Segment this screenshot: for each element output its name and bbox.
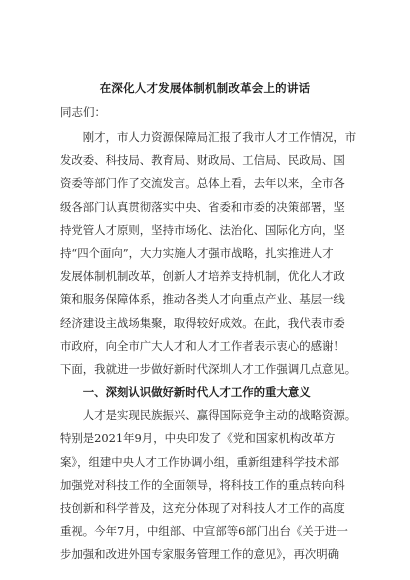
document-title: 在深化人才发展体制机制改革会上的讲话 xyxy=(99,81,311,95)
body-line: 案》，组建中央人才工作协调小组，重新组建科学技术部 xyxy=(60,454,340,469)
body-line: 策和服务保障体系，推动各类人才向重点产业、基层一线 xyxy=(60,292,345,307)
body-line: 市政府，向全市广大人才和人才工作者表示衷心的感谢！ xyxy=(60,338,345,353)
body-line: 资委等部门作了交流发言。总体上看，去年以来，全市各 xyxy=(60,176,345,191)
salutation: 同志们： xyxy=(60,105,106,119)
body-line: 重视。今年7月，中组部、中宣部等6部门出台《关于进一 xyxy=(60,524,348,539)
speech-body xyxy=(60,126,360,567)
body-line: 经济建设主战场集聚，取得较好成效。在此，我代表市委 xyxy=(60,315,345,330)
body-line: 级各部门认真贯彻落实中央、省委和市委的决策部署，坚 xyxy=(60,199,345,214)
body-line: 步加强和改进外国专家服务管理工作的意见》，再次明确 xyxy=(60,547,340,562)
body-line: 技创新和科学普及，这充分体现了对科技人才工作的高度 xyxy=(60,501,345,515)
body-line: 刚才，市人力资源保障局汇报了我市人才工作情况，市 xyxy=(60,130,357,144)
body-line: 持党管人才原则，坚持市场化、法治化、国际化方向，坚 xyxy=(60,222,345,237)
body-line: 加强党对科技工作的全面领导，将科技工作的重点转向科 xyxy=(60,477,345,492)
body-line: 发改委、科技局、教育局、财政局、工信局、民政局、国 xyxy=(60,153,345,168)
body-line: 持“四个面向”，大力实施人才强市战略，扎实推进人才 xyxy=(60,245,334,260)
body-line: 特别是2021年9月，中央印发了《党和国家机构改革方 xyxy=(60,431,336,446)
section-heading: 一、深刻认识做好新时代人才工作的重大意义 xyxy=(60,385,311,400)
body-line: 发展体制机制改革，创新人才培养支持机制，优化人才政 xyxy=(60,269,345,284)
body-line: 人才是实现民族振兴、赢得国际竞争主动的战略资源。 xyxy=(60,408,357,423)
body-line: 下面，我就进一步做好新时代深圳人才工作强调几点意见。 xyxy=(60,361,357,376)
